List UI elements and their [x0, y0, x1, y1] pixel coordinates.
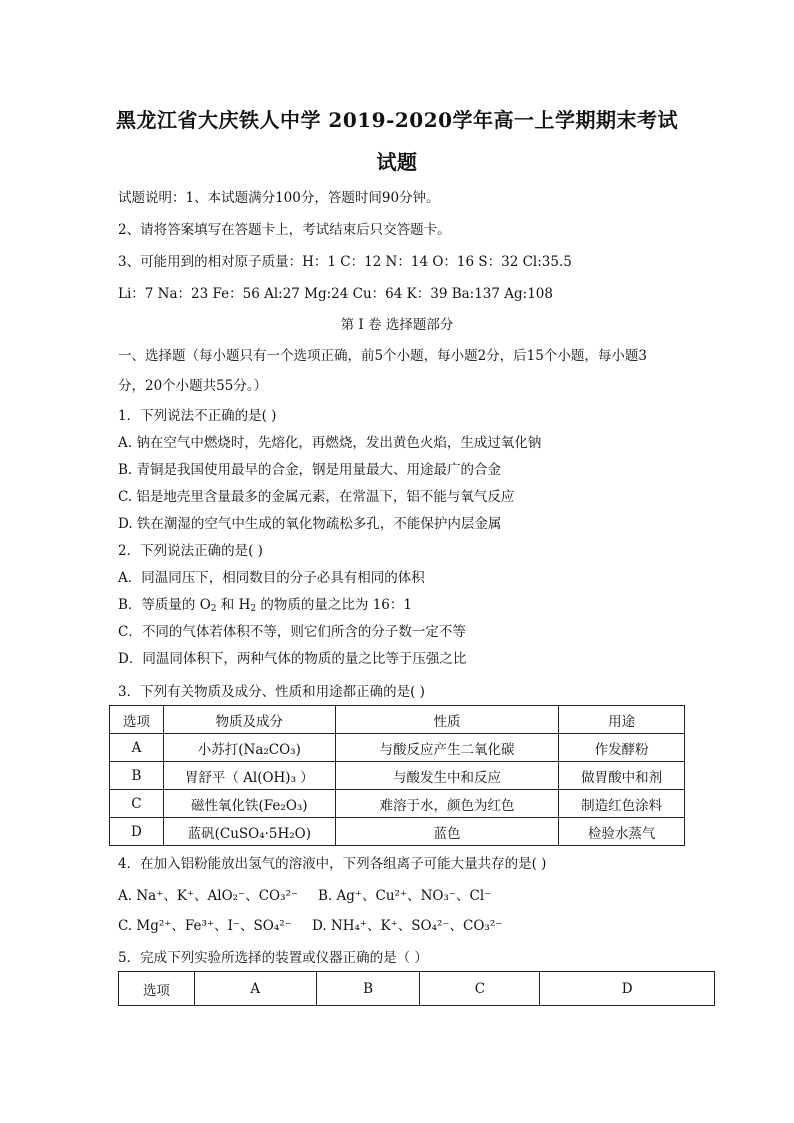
table-cell: 难溶于水，颜色为红色 [335, 790, 559, 818]
question-4-option-b: B. Ag⁺、Cu²⁺、NO₃⁻、Cl⁻ [318, 888, 492, 904]
table-cell: 小苏打(Na₂CO₃) [163, 734, 335, 762]
table-header-cell: 用途 [559, 706, 685, 734]
question-2-option-b [118, 593, 412, 614]
question-2-option-a: A．同温同压下，相同数目的分子必具有相同的体积 [118, 570, 425, 586]
question-5-stem: 5．完成下列实验所选择的装置或仪器正确的是（ ） [118, 950, 428, 966]
question-3-stem: 3．下列有关物质及成分、性质和用途都正确的是( ) [118, 684, 425, 700]
table-header-row [119, 972, 715, 1006]
q2b-subscript-2: 2 [250, 604, 257, 614]
question-2-option-c: C．不同的气体若体积不等，则它们所含的分子数一定不等 [118, 624, 466, 640]
question-4-option-d: D. NH₄⁺、K⁺、SO₄²⁻、CO₃²⁻ [312, 918, 503, 934]
atomic-mass-line-2: Li：7 Na：23 Fe：56 Al:27 Mg:24 Cu：64 K：39 Ba:137 Ag:108 [118, 286, 553, 302]
instructions-line-1: 试题说明：1、本试题满分100分，答题时间90分钟。 [118, 190, 440, 206]
table-cell: 胃舒平（ Al(OH)₃ ） [163, 762, 335, 790]
table-header-cell: 选项 [119, 972, 195, 1006]
table-cell: A [110, 734, 164, 762]
table-header-cell: B [316, 972, 420, 1006]
question-2-option-d: D．同温同体积下，两种气体的物质的量之比等于压强之比 [118, 651, 467, 667]
table-cell: 检验水蒸气 [559, 818, 685, 846]
question-4-option-a: A. Na⁺、K⁺、AlO₂⁻、CO₃²⁻ [118, 888, 299, 904]
table-header-cell: C [420, 972, 540, 1006]
instructions-line-2: 2、请将答案填写在答题卡上，考试结束后只交答题卡。 [118, 222, 451, 238]
table-row [110, 762, 685, 790]
table-cell: 蓝矾(CuSO₄·5H₂O) [163, 818, 335, 846]
table-header-cell: 物质及成分 [163, 706, 335, 734]
table-cell: B [110, 762, 164, 790]
question-1-option-c: C. 铝是地壳里含量最多的金属元素，在常温下，铝不能与氧气反应 [118, 489, 515, 505]
table-cell: 磁性氧化铁(Fe₂O₃) [163, 790, 335, 818]
table-cell: 蓝色 [335, 818, 559, 846]
table-header-cell: 选项 [110, 706, 164, 734]
q2b-text-3: 的物质的量之比为 16：1 [256, 597, 412, 613]
question-1-stem: 1．下列说法不正确的是( ) [118, 408, 277, 424]
question-4-option-c: C. Mg²⁺、Fe³⁺、I⁻、SO₄²⁻ [118, 918, 292, 934]
table-cell: 与酸发生中和反应 [335, 762, 559, 790]
q2b-text-2: 和 H [216, 597, 251, 613]
section-instructions-2: 分，20个小题共55分。） [118, 378, 268, 394]
q2b-subscript-1: 2 [210, 604, 217, 614]
table-cell: D [110, 818, 164, 846]
section-instructions-1: 一、选择题（每小题只有一个选项正确，前5个小题，每小题2分，后15个小题，每小题3 [118, 348, 647, 364]
table-cell: C [110, 790, 164, 818]
question-4-stem: 4．在加入铝粉能放出氢气的溶液中，下列各组离子可能大量共存的是( ) [118, 856, 547, 872]
question-3-table [109, 705, 685, 846]
table-cell: 作发酵粉 [559, 734, 685, 762]
table-row [110, 818, 685, 846]
q2b-text-1: B．等质量的 O [118, 597, 211, 613]
table-row [110, 734, 685, 762]
table-header-cell: 性质 [335, 706, 559, 734]
table-row [110, 790, 685, 818]
exam-title-suffix: 试题 [376, 150, 418, 174]
question-1-option-a: A. 钠在空气中燃烧时，先熔化，再燃烧，发出黄色火焰，生成过氧化钠 [118, 435, 542, 451]
section-heading: 第 I 卷 选择题部分 [340, 317, 454, 333]
table-header-row [110, 706, 685, 734]
question-1-option-b: B. 青铜是我国使用最早的合金，钢是用量最大、用途最广的合金 [118, 462, 502, 478]
question-1-option-d: D. 铁在潮湿的空气中生成的氧化物疏松多孔，不能保护内层金属 [118, 516, 502, 532]
table-header-cell: A [194, 972, 316, 1006]
table-cell: 做胃酸中和剂 [559, 762, 685, 790]
table-header-cell: D [540, 972, 715, 1006]
table-cell: 与酸反应产生二氧化碳 [335, 734, 559, 762]
atomic-mass-line-1: 3、可能用到的相对原子质量：H：1 C：12 N：14 O：16 S：32 Cl:35.5 [118, 254, 572, 270]
question-2-stem: 2．下列说法正确的是( ) [118, 543, 263, 559]
question-5-table [118, 971, 715, 1006]
exam-title: 黑龙江省大庆铁人中学 2019-2020学年高一上学期期末考试 [115, 108, 679, 132]
table-cell: 制造红色涂料 [559, 790, 685, 818]
